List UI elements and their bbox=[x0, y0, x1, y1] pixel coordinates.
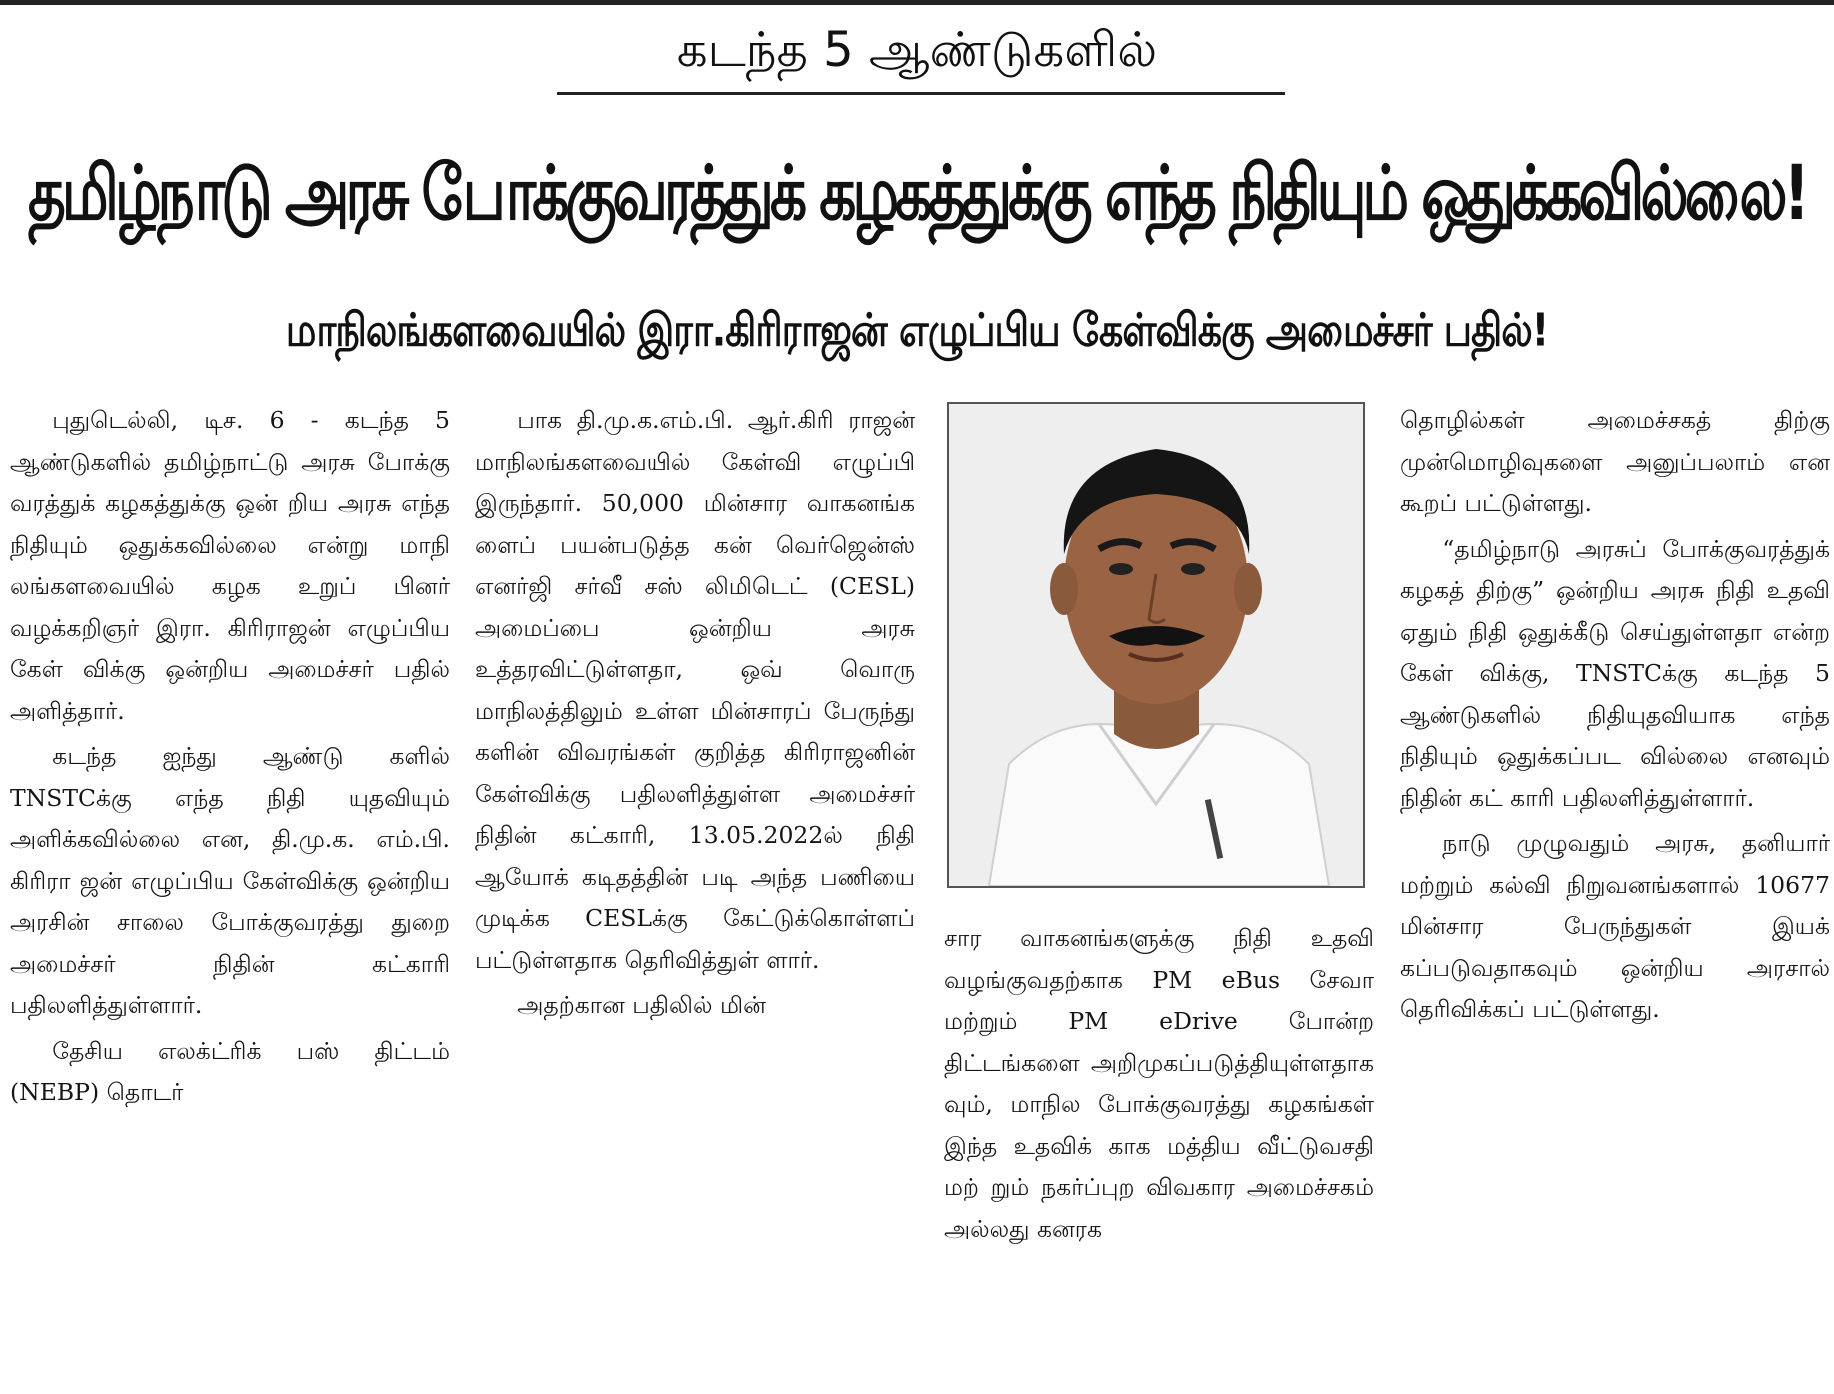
portrait-illustration bbox=[949, 404, 1363, 886]
paragraph: புதுடெல்லி, டிச. 6 - கடந்த 5 ஆண்டுகளில் தமிழ்நாட்டு அரசு போக்கு வரத்துக் கழகத்துக்கு ஒன் றிய அரசு எந்த நிதியும் ஒதுக்கவில்லை என்று மாநி லங்களவையில் கழக உறுப் பினர் வழக்கறிஞர் இரா. கிரிராஜன் எழுப்பிய கேள் விக்கு ஒன்றிய அமைச்சர் பதில் அளித்தார். bbox=[10, 406, 450, 725]
paragraph: நாடு முழுவதும் அரசு, தனியார் மற்றும் கல்வி நிறுவனங்களால் 10677 மின்சார பேருந்துகள் இயக் கப்படுவதாகவும் ஒன்றிய அரசால் தெரிவிக்கப் பட்டுள்ளது. bbox=[1400, 829, 1830, 1023]
kicker-headline: கடந்த 5 ஆண்டுகளில் bbox=[676, 22, 1158, 78]
kicker-underline bbox=[557, 92, 1285, 95]
paragraph: “தமிழ்நாடு அரசுப் போக்குவரத்துக் கழகத் திற்கு” ஒன்றிய அரசு நிதி உதவி ஏதும் நிதி ஒதுக்கீடு செய்துள்ளதா என்ற கேள் விக்கு, TNSTCக்கு கடந்த 5 ஆண்டுகளில் நிதியுதவியாக எந்த நிதியும் ஒதுக்கப்பட வில்லை எனவும் நிதின் கட் காரி பதிலளித்துள்ளார். bbox=[1400, 534, 1830, 812]
main-headline: தமிழ்நாடு அரசு போக்குவரத்துக் கழகத்துக்கு எந்த நிதியும் ஒதுக்கவில்லை! bbox=[28, 148, 1806, 238]
paragraph: தொழில்கள் அமைச்சகத் திற்கு முன்மொழிவுகளை அனுப்பலாம் என கூறப் பட்டுள்ளது. bbox=[1400, 406, 1830, 517]
top-rule bbox=[0, 0, 1834, 5]
article-column-1 bbox=[10, 400, 450, 1114]
paragraph: பாக தி.மு.க.எம்.பி. ஆர்.கிரி ராஜன் மாநிலங்களவையில் கேள்வி எழுப்பி இருந்தார். 50,000 மின்சார வாகனங்க ளைப் பயன்படுத்த கன் வெர்ஜென்ஸ் எனர்ஜி சர்வீ சஸ் லிமிடெட் (CESL) அமைப்பை ஒன்றிய அரசு உத்தரவிட்டுள்ளதா, ஒவ் வொரு மாநிலத்திலும் உள்ள மின்சாரப் பேருந்து களின் விவரங்கள் குறித்த கிரிராஜனின் கேள்விக்கு பதிலளித்துள்ள அமைச்சர் நிதின் கட்காரி, 13.05.2022ல் நிதி ஆயோக் கடிதத்தின் படி அந்த பணியை முடிக்க CESLக்கு கேட்டுக்கொள்ளப் பட்டுள்ளதாக தெரிவித்துள் ளார். bbox=[475, 406, 915, 974]
paragraph: சார வாகனங்களுக்கு நிதி உதவி வழங்குவதற்காக PM eBus சேவா மற்றும் PM eDrive போன்ற திட்டங்களை அறிமுகப்படுத்தியுள்ளதாக வும், மாநில போக்குவரத்து கழகங்கள் இந்த உதவிக் காக மத்திய வீட்டுவசதி மற் றும் நகர்ப்புற விவகார அமைச்சகம் அல்லது கனரக bbox=[944, 924, 1374, 1243]
paragraph: தேசிய எலக்ட்ரிக் பஸ் திட்டம் (NEBP) தொடர் bbox=[10, 1036, 450, 1106]
sub-headline: மாநிலங்களவையில் இரா.கிரிராஜன் எழுப்பிய கேள்விக்கு அமைச்சர் பதில்! bbox=[285, 303, 1549, 357]
article-column-4 bbox=[1400, 400, 1830, 1031]
portrait-photo bbox=[947, 402, 1365, 888]
paragraph: அதற்கான பதிலில் மின் bbox=[517, 991, 766, 1019]
article-column-3 bbox=[944, 918, 1374, 1250]
article-column-2 bbox=[475, 400, 915, 1027]
paragraph: கடந்த ஐந்து ஆண்டு களில் TNSTCக்கு எந்த நிதி யுதவியும் அளிக்கவில்லை என, தி.மு.க. எம்.பி. கிரிரா ஜன் எழுப்பிய கேள்விக்கு ஒன்றிய அரசின் சாலை போக்குவரத்து துறை அமைச்சர் நிதின் கட்காரி பதிலளித்துள்ளார். bbox=[10, 742, 450, 1019]
